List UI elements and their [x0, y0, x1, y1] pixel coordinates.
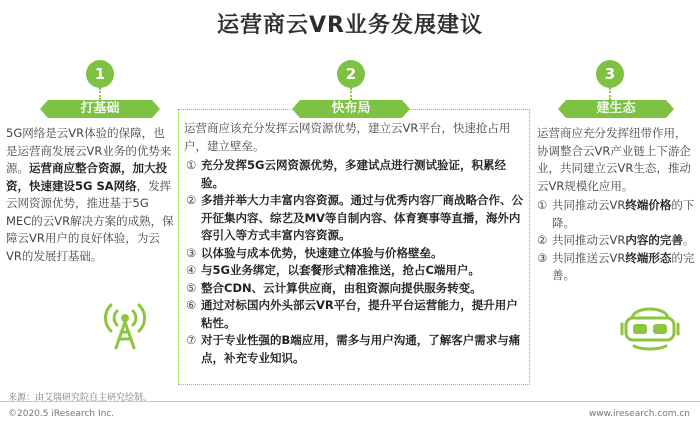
list-item: ① 共同推动云VR终端价格的下降。: [537, 198, 695, 230]
list-item: ⑥ 通过对标国内外头部云VR平台，提升平台运营能力，提升用户粘性。: [186, 298, 518, 330]
step-1-heading: 打基础: [48, 100, 152, 118]
step-2-connector: [350, 88, 352, 100]
vr-headset-icon: [618, 302, 682, 352]
source-note: 来源：由艾瑞研究院自主研究绘制。: [8, 393, 153, 403]
list-item: ⑦ 对于专业性强的B端应用，需多与用户沟通，了解客户需求与痛点，补充专业知识。: [186, 333, 521, 365]
column-3-list: [537, 197, 695, 285]
column-1-highlight: 运营商应整合资源，加大投资，快速建设5G SA网络: [6, 161, 167, 193]
step-2-badge: 2: [337, 60, 365, 88]
step-1-connector: [99, 88, 101, 100]
step-3-connector: [609, 88, 611, 100]
footer-divider: [0, 401, 700, 402]
column-1-text: 5G网络是云VR体验的保障，也是运营商发展云VR业务的优势来源。运营商应整合资源，加大投资，快速建设5G SA网络，发挥云网资源优势，推进基于5G MEC的云VR解决方案的成熟，保障云VR用户的良好体验，为云VR的发展打基础。: [6, 126, 174, 263]
page-title: 运营商云VR业务发展建议: [217, 13, 483, 38]
step-2-heading: 快布局: [300, 100, 402, 118]
list-item: ⑤ 整合CDN、云计算供应商，由租资源向提供服务转变。: [186, 280, 482, 295]
column-3-intro: 运营商应充分发挥纽带作用，协调整合云VR产业链上下游企业，共同建立云VR生态，推动云VR规模化应用。: [537, 126, 691, 193]
website-link[interactable]: www.iresearch.com.cn: [588, 409, 690, 419]
step-3-banner: [566, 100, 666, 118]
step-3-badge: 3: [596, 60, 624, 88]
list-item: ② 多措并举大力丰富内容资源。通过与优秀内容厂商战略合作、公开征集内容、综艺及MV等自制内容、体育赛事等直播，海外内容引入等方式丰富内容资源。: [186, 193, 523, 242]
list-item: ④ 与5G业务绑定，以套餐形式精准推送，抢占C端用户。: [186, 263, 480, 277]
column-2-intro: 运营商应该充分发挥云网资源优势，建立云VR平台，快速抢占用户，建立壁垒。: [184, 121, 511, 153]
copyright: ©2020.5 iResearch Inc.: [8, 409, 115, 419]
step-1-badge: 1: [86, 60, 114, 88]
step-1-banner: [48, 100, 152, 118]
list-item: ③ 以体验与成本优势，快速建立体验与价格壁垒。: [186, 245, 443, 260]
column-2-list: [186, 157, 524, 367]
signal-tower-icon: [102, 300, 148, 350]
list-item: ③ 共同推送云VR终端形态的完善。: [537, 250, 695, 282]
step-3-heading: 建生态: [566, 100, 666, 118]
list-item: ① 充分发挥5G云网资源优势，多建试点进行测试验证，积累经验。: [186, 158, 506, 190]
list-item: ② 共同推动云VR内容的完善。: [537, 233, 695, 247]
